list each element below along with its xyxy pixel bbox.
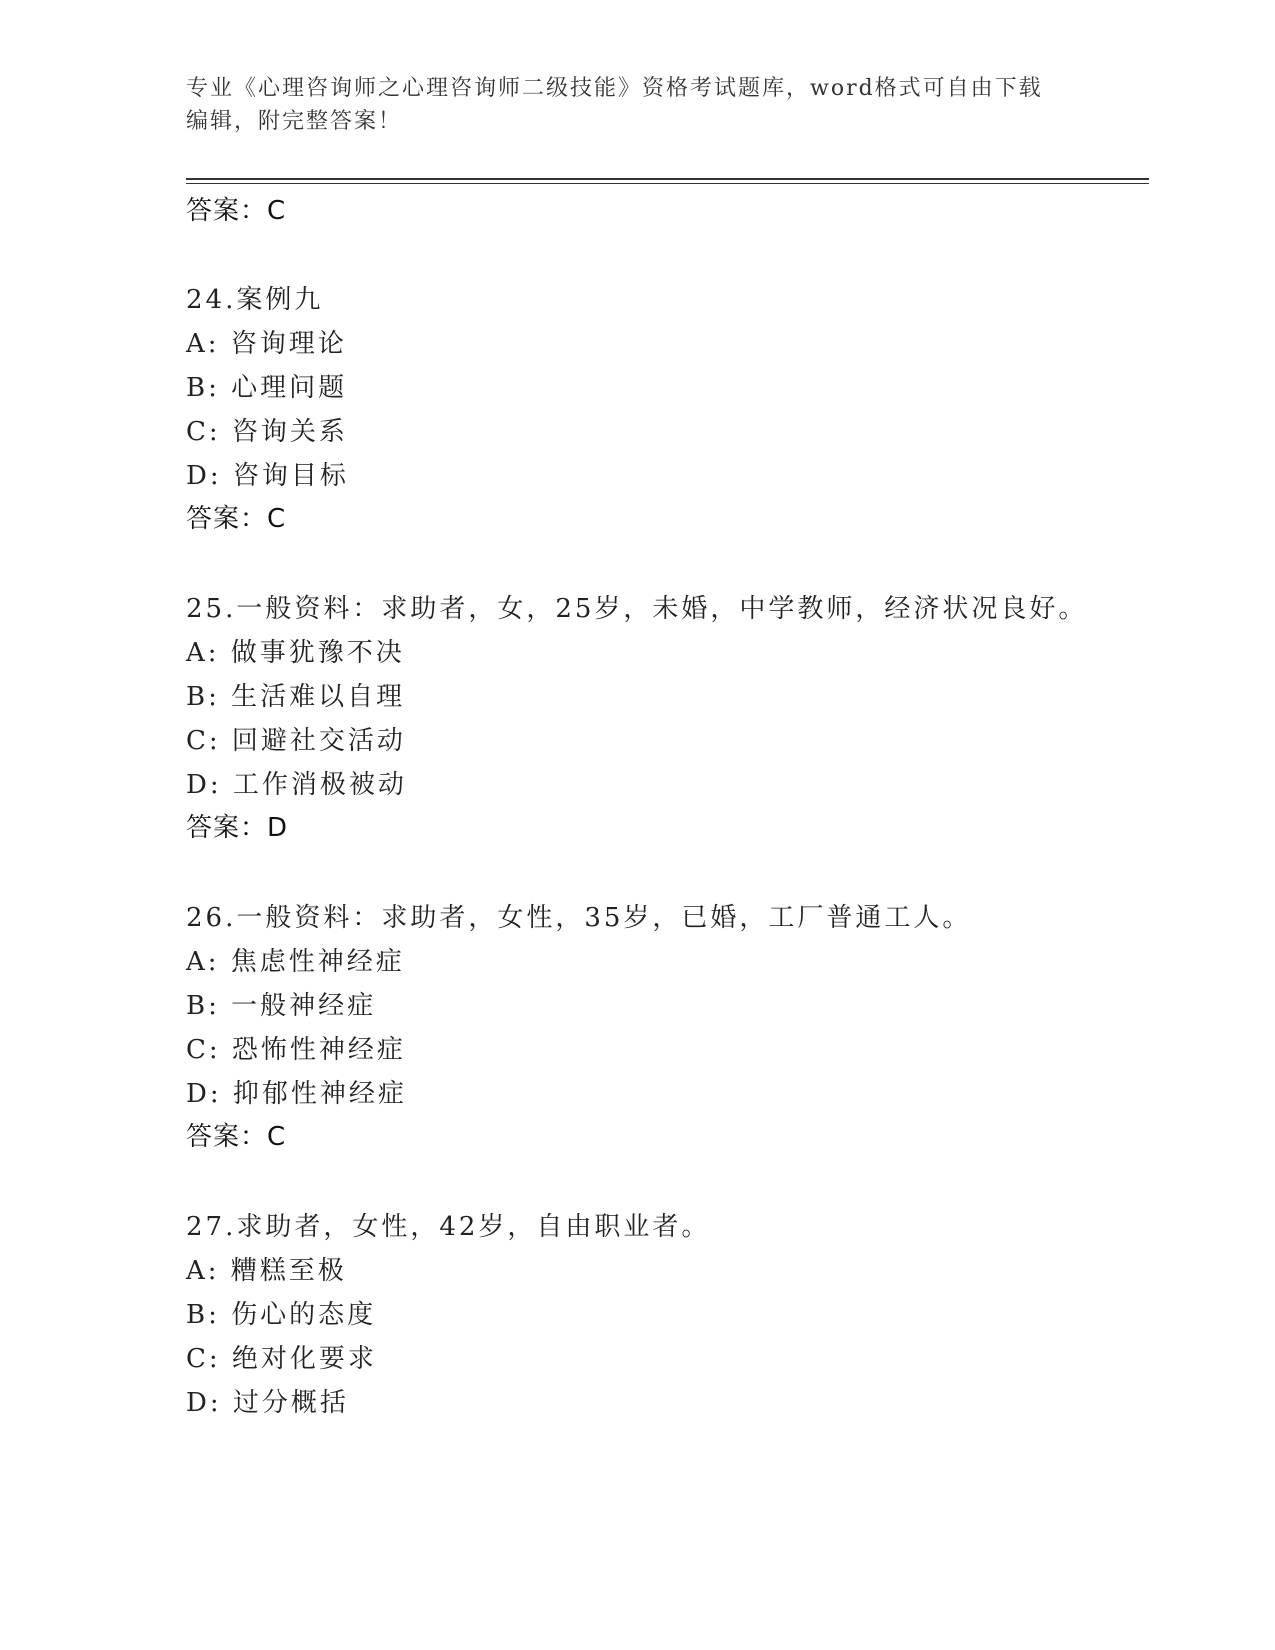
option-c: C: 恐怖性神经症: [186, 1035, 406, 1065]
option-c: C: 咨询关系: [186, 417, 348, 447]
option-d: D: 过分概括: [186, 1388, 349, 1418]
header-rule-thick: [186, 178, 1149, 180]
option-b: B: 心理问题: [186, 373, 348, 403]
question-stem: 24.案例九: [186, 285, 324, 315]
option-c: C: 回避社交活动: [186, 726, 406, 756]
option-a: A: 咨询理论: [186, 329, 347, 359]
document-header: [186, 72, 1086, 138]
option-a: A: 做事犹豫不决: [186, 638, 405, 668]
header-line-2: 编辑，附完整答案！: [186, 109, 403, 134]
question-stem: 25.一般资料：求助者，女，25岁，未婚，中学教师，经济状况良好。: [186, 594, 1088, 624]
answer-line: 答案：C: [186, 504, 287, 534]
option-a: A: 糟糕至极: [186, 1256, 347, 1286]
question-stem: 27.求助者，女性，42岁，自由职业者。: [186, 1212, 711, 1242]
header-line-1: 专业《心理咨询师之心理咨询师二级技能》资格考试题库，word格式可自由下载: [186, 76, 1043, 101]
header-rule-thin: [186, 183, 1149, 184]
option-b: B: 生活难以自理: [186, 682, 406, 712]
answer-line: 答案：C: [186, 1122, 287, 1152]
option-b: B: 一般神经症: [186, 991, 377, 1021]
answer-line: 答案：D: [186, 813, 289, 843]
option-d: D: 抑郁性神经症: [186, 1079, 407, 1109]
option-b: B: 伤心的态度: [186, 1300, 377, 1330]
option-d: D: 咨询目标: [186, 461, 349, 491]
option-c: C: 绝对化要求: [186, 1344, 377, 1374]
answer-line: 答案：C: [186, 196, 287, 226]
question-stem: 26.一般资料：求助者，女性，35岁，已婚，工厂普通工人。: [186, 903, 972, 933]
option-a: A: 焦虑性神经症: [186, 947, 405, 977]
option-d: D: 工作消极被动: [186, 770, 407, 800]
